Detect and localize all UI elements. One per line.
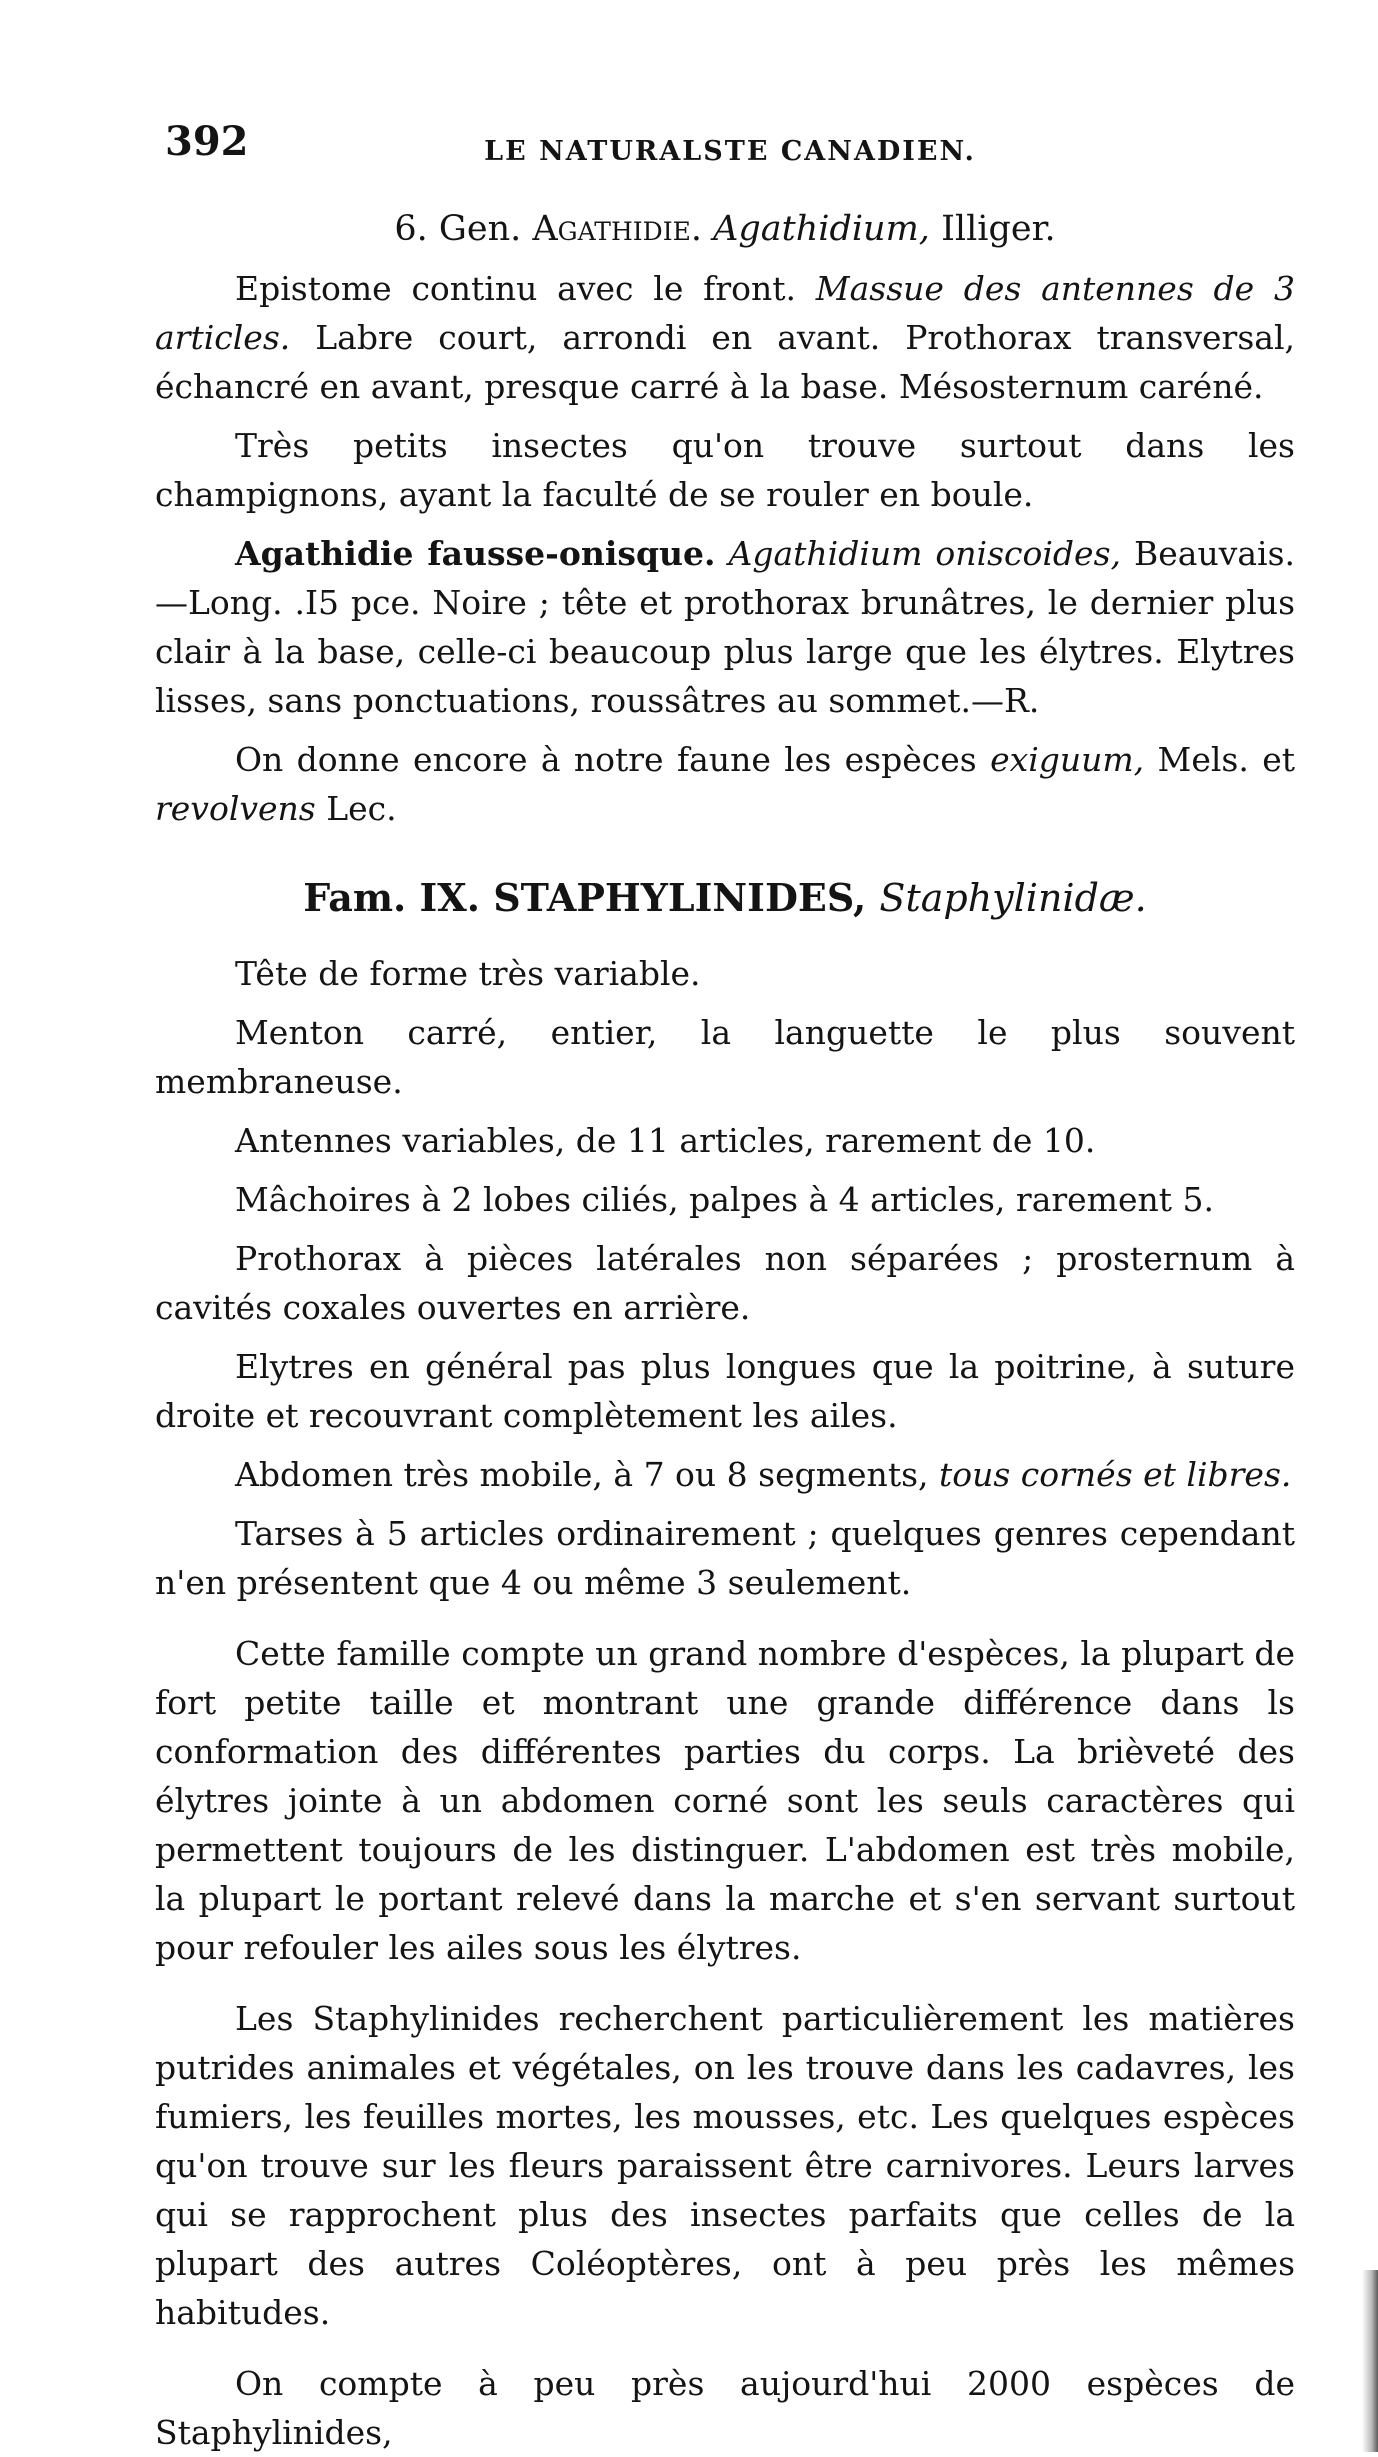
body-paragraph: On compte à peu près aujourd'hui 2000 espèces de Staphylinides, [155, 2364, 1295, 2452]
species-text: Beauvais.—Long. .I5 pce. Noire ; tête et prothorax brunâtres, le dernier plus clair à la base, celle-ci beaucoup plus large que les élytres. Elytres lisses, sans ponctuations, roussâtres au sommet.—R. [155, 534, 1295, 720]
page-header [160, 118, 1300, 178]
character-line: Menton carré, entier, la languette le plus souvent membraneuse. [155, 1013, 1295, 1101]
genus-desc-italic: Massue des antennes de 3 articles. [155, 269, 1295, 357]
running-title: LE NATURALSTE CANADIEN. [484, 136, 976, 167]
genus-habit: Très petits insectes qu'on trouve surtout dans les champignons, ayant la faculté de se rouler en boule. [155, 426, 1295, 514]
page-body [155, 205, 1295, 2457]
page-edge-shadow [1362, 2270, 1378, 2452]
family-latin: Staphylinidæ. [879, 876, 1147, 920]
genus-prefix: 6. Gen. [394, 209, 522, 249]
genus-name-fr: Agathidie. [532, 209, 702, 249]
character-line: Prothorax à pièces latérales non séparées ; prosternum à cavités coxales ouvertes en arrière. [155, 1239, 1295, 1327]
note-species-2: revolvens [155, 789, 316, 828]
genus-author: Illiger. [941, 209, 1056, 249]
note-text-2: Mels. et [1157, 740, 1295, 779]
character-line: Elytres en général pas plus longues que la poitrine, à suture droite et recouvrant complètement les ailes. [155, 1347, 1295, 1435]
fauna-note [155, 735, 1295, 833]
character-line: Mâchoires à 2 lobes ciliés, palpes à 4 articles, rarement 5. [235, 1180, 1214, 1219]
character-italic: tous cornés et libres. [939, 1455, 1292, 1494]
note-text: On donne encore à notre faune les espèces [235, 740, 977, 779]
character-line: Tête de forme très variable. [235, 954, 701, 993]
species-name: Agathidie fausse-onisque. [235, 534, 716, 573]
character-line [155, 1450, 1295, 1499]
genus-description [155, 264, 1295, 411]
genus-desc-text-2: Labre court, arrondi en avant. Prothorax transversal, échancré en avant, presque carré à la base. Mésosternum caréné. [155, 318, 1295, 406]
genus-heading [155, 205, 1295, 254]
character-line: Tarses à 5 articles ordinairement ; quelques genres cependant n'en présentent que 4 ou même 3 seulement. [155, 1514, 1295, 1602]
family-heading [155, 873, 1295, 923]
species-entry [155, 529, 1295, 725]
body-paragraph: Les Staphylinides recherchent particulièrement les matières putrides animales et végétales, on les trouve dans les cadavres, les fumiers, les feuilles mortes, les mousses, etc. Les quelques espèces qu'on trouve sur les fleurs paraissent être carnivores. Leurs larves qui se rapprochent plus des insectes parfaits que celles de la plupart des autres Coléoptères, ont à peu près les mêmes habitudes. [155, 1999, 1295, 2332]
species-latin: Agathidium oniscoides, [728, 534, 1121, 573]
note-author: Lec. [326, 789, 397, 828]
family-title: Fam. IX. STAPHYLINIDES, [303, 875, 867, 920]
body-paragraph: Cette famille compte un grand nombre d'espèces, la plupart de fort petite taille et montrant une grande différence dans ls conformation des différentes parties du corps. La brièveté des élytres jointe à un abdomen corné sont les seuls caractères qui permettent toujours de les distinguer. L'abdomen est très mobile, la plupart le portant relevé dans la marche et s'en servant surtout pour refouler les ailes sous les élytres. [155, 1634, 1295, 1967]
character-text: Abdomen très mobile, à 7 ou 8 segments, [235, 1455, 929, 1494]
page-number: 392 [165, 118, 249, 165]
genus-name-lat: Agathidium, [713, 209, 930, 249]
genus-desc-text: Epistome continu avec le front. [235, 269, 796, 308]
character-line: Antennes variables, de 11 articles, rarement de 10. [235, 1121, 1096, 1160]
note-species-1: exiguum, [990, 740, 1145, 779]
